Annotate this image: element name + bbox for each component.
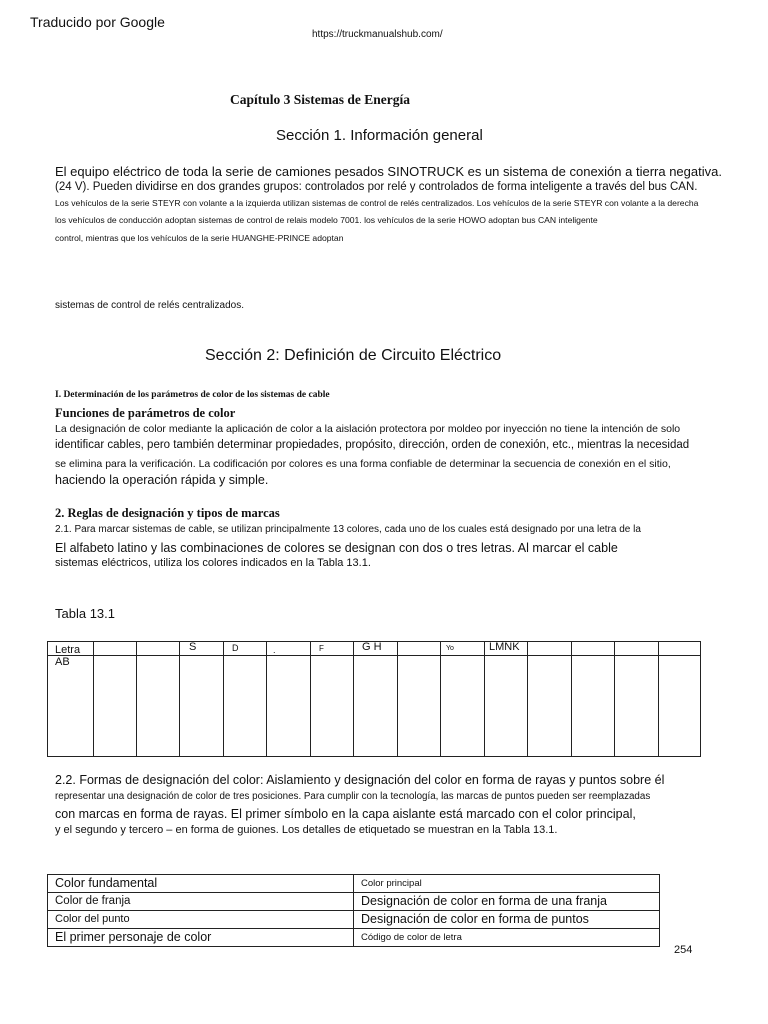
table-header-cell [94, 642, 137, 656]
table-cell: Color fundamental [48, 875, 354, 893]
rules-line3: sistemas eléctricos, utiliza los colores indicados en la Tabla 13.1. [55, 557, 371, 569]
color-letter-table [47, 641, 701, 757]
rules-heading: 2. Reglas de designación y tipos de marcas [55, 506, 280, 520]
chapter-title: Capítulo 3 Sistemas de Energía [230, 92, 411, 107]
table-cell [615, 656, 659, 757]
table-header-cell [572, 642, 615, 656]
section1-line6: sistemas de control de relés centralizados. [55, 300, 244, 311]
translated-by-label: Traducido por Google [30, 14, 165, 30]
table-cell: Color principal [354, 875, 660, 893]
table-header-cell: LMNK [485, 642, 528, 656]
table-header-cell [615, 642, 659, 656]
source-url[interactable]: https://truckmanualshub.com/ [312, 29, 443, 40]
table-cell [224, 656, 267, 757]
table-row [48, 893, 660, 911]
section1-line1: El equipo eléctrico de toda la serie de camiones pesados SINOTRUCK es un sistema de conexión a tierra negativa. [55, 164, 722, 179]
page-number: 254 [674, 944, 693, 956]
designation-line3: con marcas en forma de rayas. El primer símbolo en la capa aislante está marcado con el color principal, [55, 807, 636, 821]
table-13-1-caption: Tabla 13.1 [55, 606, 115, 621]
table-cell [311, 656, 354, 757]
table-row [48, 929, 660, 947]
section2-title: Sección 2: Definición de Circuito Eléctrico [205, 347, 502, 364]
table-header-cell [528, 642, 572, 656]
table-cell: Designación de color en forma de puntos [354, 911, 660, 929]
table-row [48, 875, 660, 893]
table-header-cell [659, 642, 701, 656]
designation-line1: 2.2. Formas de designación del color: Aislamiento y designación del color en forma de rayas y puntos sobre él [55, 773, 665, 787]
section1-line2: (24 V). Pueden dividirse en dos grandes grupos: controlados por relé y controlados de forma inteligente a través del bus CAN. [55, 181, 698, 193]
table-cell: Designación de color en forma de una franja [354, 893, 660, 911]
table-cell [441, 656, 485, 757]
table-cell [572, 656, 615, 757]
table-row [48, 911, 660, 929]
table-header-cell: Letra AB [48, 642, 94, 656]
color-params-line4: haciendo la operación rápida y simple. [55, 473, 269, 487]
color-params-line2: identificar cables, pero también determinar propiedades, propósito, dirección, orden de conexión, etc., mientras la necesidad [55, 439, 690, 451]
table-header-cell: G H [354, 642, 398, 656]
table-cell [398, 656, 441, 757]
table-cell [659, 656, 701, 757]
table-header-cell [137, 642, 180, 656]
table-header-cell: . [267, 642, 311, 656]
table-header-cell: F [311, 642, 354, 656]
color-designation-table [47, 874, 660, 947]
section1-title: Sección 1. Información general [276, 127, 483, 144]
table-cell: Color del punto [48, 911, 354, 929]
table-cell [485, 656, 528, 757]
table-cell [137, 656, 180, 757]
table-header-cell [398, 642, 441, 656]
table-cell: Código de color de letra [354, 929, 660, 947]
section2-subheading-1: I. Determinación de los parámetros de color de los sistemas de cable [55, 390, 330, 400]
table-cell [354, 656, 398, 757]
section1-line4: los vehículos de conducción adoptan sistemas de control de relais modelo 7001. los vehículos de la serie HOWO adoptan bus CAN inteligente [55, 215, 598, 225]
section1-line3: Los vehículos de la serie STEYR con volante a la izquierda utilizan sistemas de control de relés centralizados. Los vehículos de la serie STEYR con volante a la derecha [55, 198, 699, 208]
designation-line2: representar una designación de color de tres posiciones. Para cumplir con la tecnología, las marcas de puntos pueden ser reemplazadas [55, 791, 651, 802]
designation-line4: y el segundo y tercero – en forma de guiones. Los detalles de etiquetado se muestran en la Tabla 13.1. [55, 824, 558, 836]
table-cell [180, 656, 224, 757]
section1-line5: control, mientras que los vehículos de la serie HUANGHE-PRINCE adoptan [55, 233, 344, 243]
table-cell: El primer personaje de color [48, 929, 354, 947]
color-params-line1: La designación de color mediante la aplicación de color a la aislación protectora por moldeo por inyección no tiene la intención de solo [55, 423, 681, 435]
table-cell: Color de franja [48, 893, 354, 911]
rules-line2: El alfabeto latino y las combinaciones de colores se designan con dos o tres letras. Al marcar el cable [55, 541, 618, 555]
table-cell [267, 656, 311, 757]
table-header-cell: D [224, 642, 267, 656]
section2-subheading-2: Funciones de parámetros de color [55, 406, 236, 420]
color-params-line3: se elimina para la verificación. La codificación por colores es una forma confiable de determinar la secuencia de conexión en el sitio, [55, 458, 671, 470]
table-header-cell: S [180, 642, 224, 656]
rules-line1: 2.1. Para marcar sistemas de cable, se utilizan principalmente 13 colores, cada uno de los cuales está designado por una letra de la [55, 524, 641, 535]
table-cell [528, 656, 572, 757]
table-header-cell: Yo [441, 642, 485, 656]
table-cell [48, 656, 94, 757]
table-cell [94, 656, 137, 757]
